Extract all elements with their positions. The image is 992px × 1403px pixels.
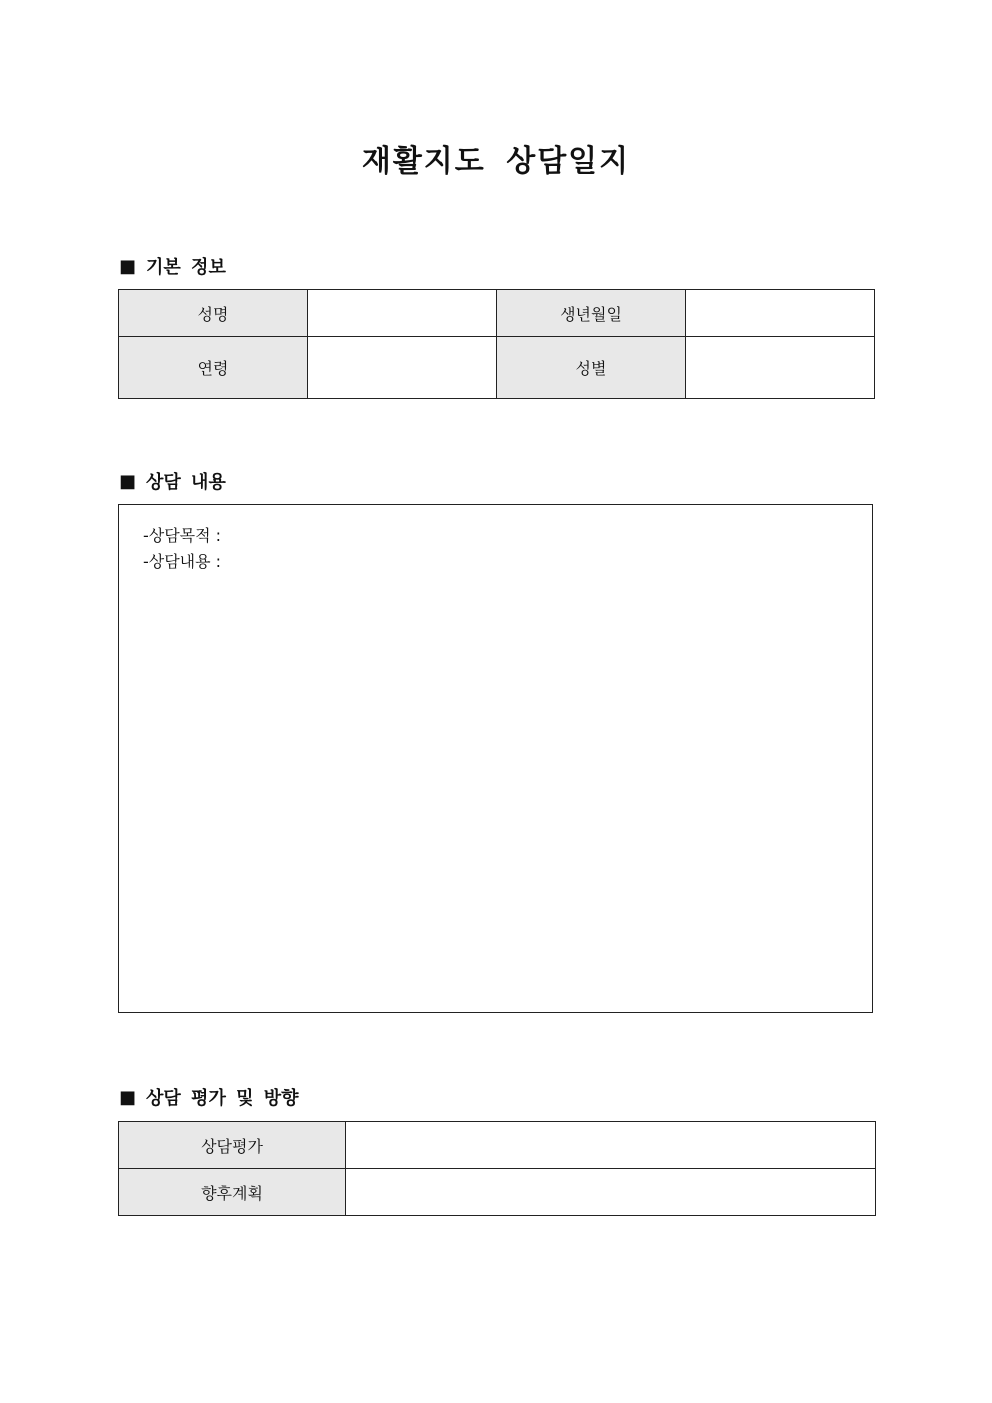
birth-field[interactable] bbox=[686, 290, 875, 337]
evaluation-table bbox=[118, 1121, 876, 1216]
birth-label: 생년월일 bbox=[497, 290, 686, 337]
heading-square-icon: ■ bbox=[119, 255, 137, 277]
purpose-line: -상담목적 : bbox=[143, 526, 222, 545]
content-line: -상담내용 : bbox=[143, 552, 222, 571]
age-field[interactable] bbox=[308, 337, 497, 399]
content-heading-text: 상담 내용 bbox=[146, 472, 226, 493]
gender-label: 성별 bbox=[497, 337, 686, 399]
evaluation-heading-text: 상담 평가 및 방향 bbox=[146, 1088, 299, 1109]
content-heading bbox=[119, 468, 226, 494]
evaluation-heading bbox=[119, 1084, 299, 1110]
content-box[interactable] bbox=[118, 504, 873, 1013]
age-label: 연령 bbox=[119, 337, 308, 399]
heading-square-icon: ■ bbox=[119, 470, 137, 492]
gender-field[interactable] bbox=[686, 337, 875, 399]
plan-field[interactable] bbox=[346, 1169, 876, 1216]
page-title: 재활지도 상담일지 bbox=[361, 144, 631, 179]
heading-square-icon: ■ bbox=[119, 1086, 137, 1108]
name-field[interactable] bbox=[308, 290, 497, 337]
plan-label: 향후계획 bbox=[119, 1169, 346, 1216]
basic-info-heading-text: 기본 정보 bbox=[146, 257, 226, 278]
evaluation-field[interactable] bbox=[346, 1122, 876, 1169]
name-label: 성명 bbox=[119, 290, 308, 337]
basic-info-table bbox=[118, 289, 875, 399]
evaluation-label: 상담평가 bbox=[119, 1122, 346, 1169]
basic-info-heading bbox=[119, 253, 226, 279]
